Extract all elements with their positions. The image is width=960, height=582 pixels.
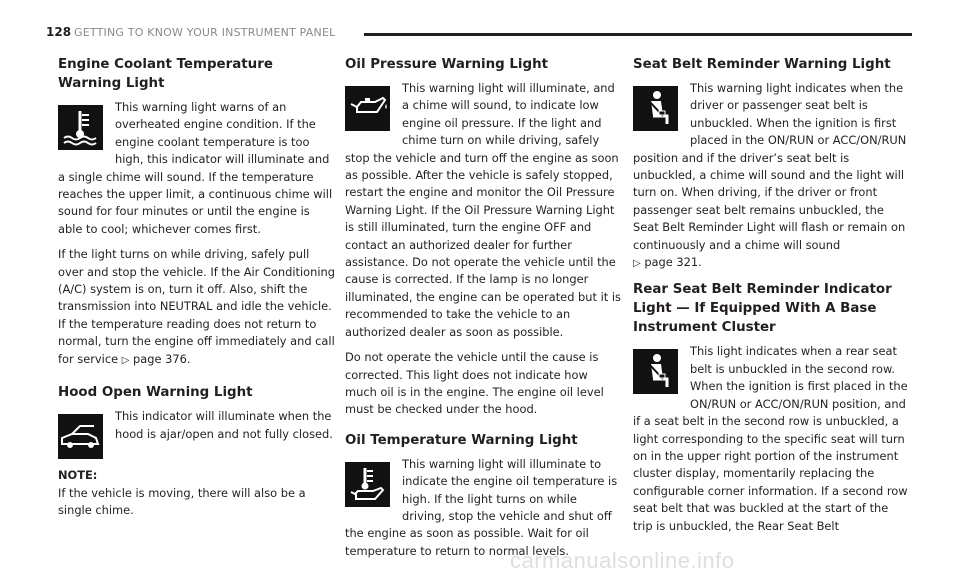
column-2 [345,55,623,568]
rear-belt-heading: Rear Seat Belt Reminder Indicator Light — If Equipped With A Base Instrument Cluster [633,282,892,336]
oil-temp-paragraph: This warning light will illuminate to indicate the engine oil temperature is high. If the light turns on while driving, stop the vehicle and shut off the engine as soon as possible. Wait for oil temperature to return to normal levels. [345,456,618,558]
section-title: GETTING TO KNOW YOUR INSTRUMENT PANEL [74,26,336,39]
seat-belt-icon [633,349,678,394]
oil-can-icon [345,86,390,131]
coolant-temperature-icon [58,105,103,150]
coolant-page-ref[interactable]: page 376. [133,351,191,366]
coolant-paragraph-2-text: If the light turns on while driving, safely pull over and stop the vehicle. If the Air Conditioning (A/C) system is on, turn it off. Also, shift the transmission into NEUTRAL and idle the vehicle. If the temperature reading does not return to normal, turn the engine off immediately and call for service [58,247,335,366]
coolant-heading: Engine Coolant Temperature Warning Light [58,57,273,91]
seat-belt-paragraph-text: This warning light indicates when the driver or passenger seat belt is unbuckled. When the ignition is first placed in the ON/RUN or ACC/ON/RUN position and if the driver’s seat belt is unbuckled, a chime will sound and the light will turn on. When driving, if the driver or front passenger seat belt remains unbuckled, the Seat Belt Reminder Light will flash or remain on continuously and a chime will sound [633,81,907,252]
oil-pressure-paragraph-1: This warning light will illuminate, and a chime will sound, to indicate low engine oil pressure. If the light and chime turn on while driving, safely stop the vehicle and turn off the engine as soon as possible. After the vehicle is safely stopped, restart the engine and monitor the Oil Pressure Warning Light. If the Oil Pressure Warning Light is still illuminated, turn the engine OFF and contact an authorized dealer for further assistance. Do not operate the vehicle until the cause is corrected. If the lamp is no longer illuminated, the engine can be operated but it is recommended to take the vehicle to an authorized dealer as soon as possible. [345,81,621,339]
oil-pressure-heading: Oil Pressure Warning Light [345,57,549,72]
seat-belt-icon [633,86,678,131]
rear-belt-paragraph: This light indicates when a rear seat belt is unbuckled in the second row. When the ignition is first placed in the ON/RUN or ACC/ON/RUN position, and if a seat belt in the second row is unbuckled, a light corresponding to the specific seat will turn on in the upper right portion of the instrument cluster display, momentarily replacing the configurable corner information. If a second row seat belt that was buckled at the start of the trip is unbuckled, the Rear Seat Belt [633,344,908,533]
column-3 [633,55,911,543]
column-1 [58,55,336,527]
page-ref-arrow-icon: ▷ [633,258,641,270]
hood-open-icon [58,414,103,459]
watermark: carmanualsonline.info [510,548,735,573]
oil-temperature-icon [345,462,390,507]
page-header [46,25,912,45]
seat-belt-heading: Seat Belt Reminder Warning Light [633,57,891,72]
oil-temp-heading: Oil Temperature Warning Light [345,432,578,448]
note-label: NOTE: [58,468,98,483]
page-ref-arrow-icon: ▷ [121,354,130,366]
page-number: 128 [46,25,72,39]
header-rule [364,33,912,36]
seat-belt-page-ref[interactable]: page 321. [644,255,702,270]
oil-pressure-paragraph-2: Do not operate the vehicle until the cause is corrected. This light does not indicate how much oil is in the engine. The engine oil level must be checked under the hood. [345,350,604,417]
coolant-paragraph-1: This warning light warns of an overheated engine condition. If the engine coolant temperature is too high, this indicator will illuminate and a single chime will sound. If the temperature reaches the upper limit, a continuous chime will sound for four minutes or until the engine is able to cool; whichever comes first. [58,100,333,236]
note-text: If the vehicle is moving, there will also be a single chime. [58,485,306,517]
hood-heading: Hood Open Warning Light [58,385,253,401]
coolant-paragraph-2 [58,246,336,369]
hood-paragraph: This indicator will illuminate when the hood is ajar/open and not fully closed. [115,409,333,441]
